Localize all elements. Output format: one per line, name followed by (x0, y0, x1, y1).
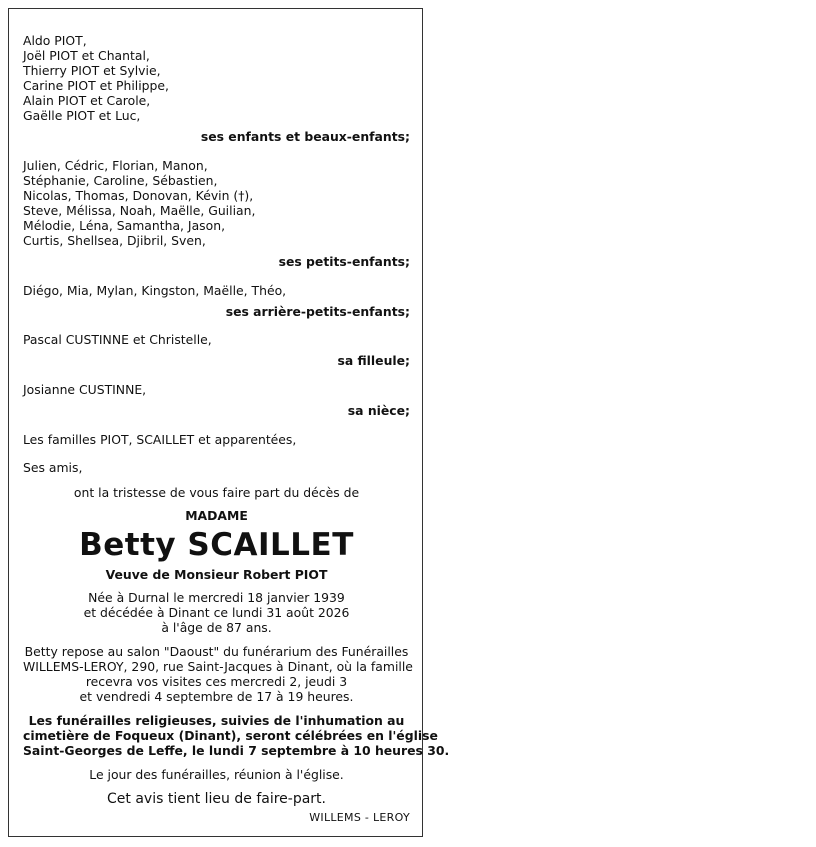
text-line: recevra vos visites ces mercredi 2, jeudi 3 (85, 674, 348, 689)
goddaughter-role: sa filleule; (337, 353, 410, 368)
text-line: Saint-Georges de Leffe, le lundi 7 septembre à 10 heures 30. (23, 743, 450, 758)
obituary-card (8, 8, 450, 837)
title: MADAME (185, 508, 248, 523)
text-line: Betty repose au salon "Daoust" du funérarium des Funérailles (24, 644, 409, 659)
text-line: Née à Durnal le mercredi 18 janvier 1939 (88, 590, 345, 605)
list-item: Julien, Cédric, Florian, Manon, (23, 158, 208, 173)
text-line: WILLEMS-LEROY, 290, rue Saint-Jacques à Dinant, où la famille (23, 659, 413, 674)
list-item: Nicolas, Thomas, Donovan, Kévin (†), (23, 188, 254, 203)
visitation (23, 644, 413, 704)
announcement: ont la tristesse de vous faire part du décès de (73, 485, 360, 500)
niece: Josianne CUSTINNE, (23, 382, 147, 397)
funeral-details (23, 713, 450, 758)
text-line: cimetière de Foqueux (Dinant), seront célébrées en l'église (23, 728, 438, 743)
great-grandchildren-role: ses arrière-petits-enfants; (225, 304, 410, 319)
text-line: et vendredi 4 septembre de 17 à 19 heures. (79, 689, 354, 704)
text-line: et décédée à Dinant ce lundi 31 août 2026 (83, 605, 350, 620)
niece-role: sa nièce; (347, 403, 410, 418)
great-grandchildren-list (23, 283, 410, 298)
children-role: ses enfants et beaux-enfants; (200, 129, 410, 144)
closing-note: Cet avis tient lieu de faire-part. (107, 791, 326, 807)
list-item: Aldo PIOT, (23, 33, 87, 48)
deceased-name: Betty SCAILLET (79, 527, 354, 563)
list-item: Thierry PIOT et Sylvie, (23, 63, 161, 78)
families: Les familles PIOT, SCAILLET et apparentées, (23, 432, 297, 447)
children-list (23, 33, 410, 123)
goddaughter: Pascal CUSTINNE et Christelle, (23, 332, 212, 347)
list-item: Gaëlle PIOT et Luc, (23, 108, 141, 123)
meeting: Le jour des funérailles, réunion à l'église. (89, 767, 344, 782)
list-item: Alain PIOT et Carole, (23, 93, 151, 108)
friends: Ses amis, (23, 460, 83, 475)
widow-of: Veuve de Monsieur Robert PIOT (105, 567, 328, 582)
list-item: Stéphanie, Caroline, Sébastien, (23, 173, 218, 188)
list-item: Joël PIOT et Chantal, (23, 48, 150, 63)
grandchildren-role: ses petits-enfants; (278, 254, 410, 269)
text-line: Les funérailles religieuses, suivies de l'inhumation au (28, 713, 405, 728)
list-item: Steve, Mélissa, Noah, Maëlle, Guilian, (23, 203, 256, 218)
text-line: à l'âge de 87 ans. (161, 620, 272, 635)
birth-death (23, 590, 410, 635)
list-item: Diégo, Mia, Mylan, Kingston, Maëlle, Théo, (23, 283, 287, 298)
obituary-content (23, 33, 450, 825)
funeral-home-signature: WILLEMS - LEROY (309, 811, 410, 824)
list-item: Curtis, Shellsea, Djibril, Sven, (23, 233, 206, 248)
list-item: Mélodie, Léna, Samantha, Jason, (23, 218, 226, 233)
list-item: Carine PIOT et Philippe, (23, 78, 169, 93)
grandchildren-list (23, 158, 410, 248)
